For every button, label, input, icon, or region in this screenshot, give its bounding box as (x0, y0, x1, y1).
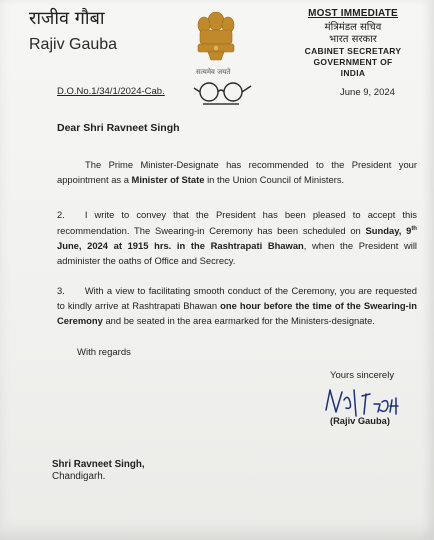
p3-text-a: With a view to facilitating smooth conduct of the Ceremony, you are requested to kindly arrive at Rashtrapati Bhawan (57, 285, 417, 311)
p2-number: 2. (57, 209, 65, 220)
office-english-1: CABINET SECRETARY (304, 46, 402, 56)
signatory-name: (Rajiv Gauba) (330, 416, 390, 426)
paragraph-3 (57, 283, 417, 328)
swachh-bharat-logo-icon (191, 80, 255, 108)
office-hindi-2: भारत सरकार (329, 34, 377, 45)
paragraph-1 (57, 157, 417, 187)
p3-text-c: and be seated in the area earmarked for the Ministers-designate. (102, 315, 375, 326)
p2-text-d: , when the President will administer the oaths of Office and Secrecy. (57, 240, 417, 267)
sender-name-hindi: राजीव गौबा (29, 8, 105, 29)
office-hindi-1: मंत्रिमंडल सचिव (324, 22, 382, 33)
national-emblem-icon (188, 8, 244, 76)
p3-number: 3. (57, 285, 65, 296)
p2-text-venue: June, 2024 at 1915 hrs. in the Rashtrapati Bhawan (57, 240, 304, 252)
priority-label: MOST IMMEDIATE (308, 8, 398, 19)
office-english-2: GOVERNMENT OF INDIA (313, 57, 393, 78)
p1-text-c: in the Union Council of Ministers. (204, 174, 345, 185)
reference-number: D.O.No.1/34/1/2024-Cab. (57, 86, 165, 97)
letter-date: June 9, 2024 (340, 87, 395, 98)
salutation: Dear Shri Ravneet Singh (57, 122, 180, 134)
p2-text-a: I write to convey that the President has been pleased to accept this recommendation. The Swearing-in Ceremony has been scheduled on (57, 209, 417, 237)
addressee-city: Chandigarh. (52, 471, 106, 482)
office-block (300, 8, 406, 79)
p1-text-bold: Minister of State (131, 174, 205, 185)
sender-name-english: Rajiv Gauba (29, 36, 118, 53)
p2-text-date: Sunday, 9 (365, 225, 412, 237)
paragraph-2 (57, 207, 417, 268)
p3-text-bold: one hour before the time of the Swearing-in Ceremony (57, 300, 418, 326)
yours-sincerely: Yours sincerely (330, 370, 395, 381)
closing: With regards (77, 347, 131, 358)
p2-sup: th (411, 226, 417, 232)
p1-text-a: The Prime Minister-Designate has recommended to the President your appointment as a (57, 159, 417, 185)
addressee-name: Shri Ravneet Singh, (52, 459, 145, 470)
emblem-motto: सत्यमेव जयते (196, 68, 231, 76)
